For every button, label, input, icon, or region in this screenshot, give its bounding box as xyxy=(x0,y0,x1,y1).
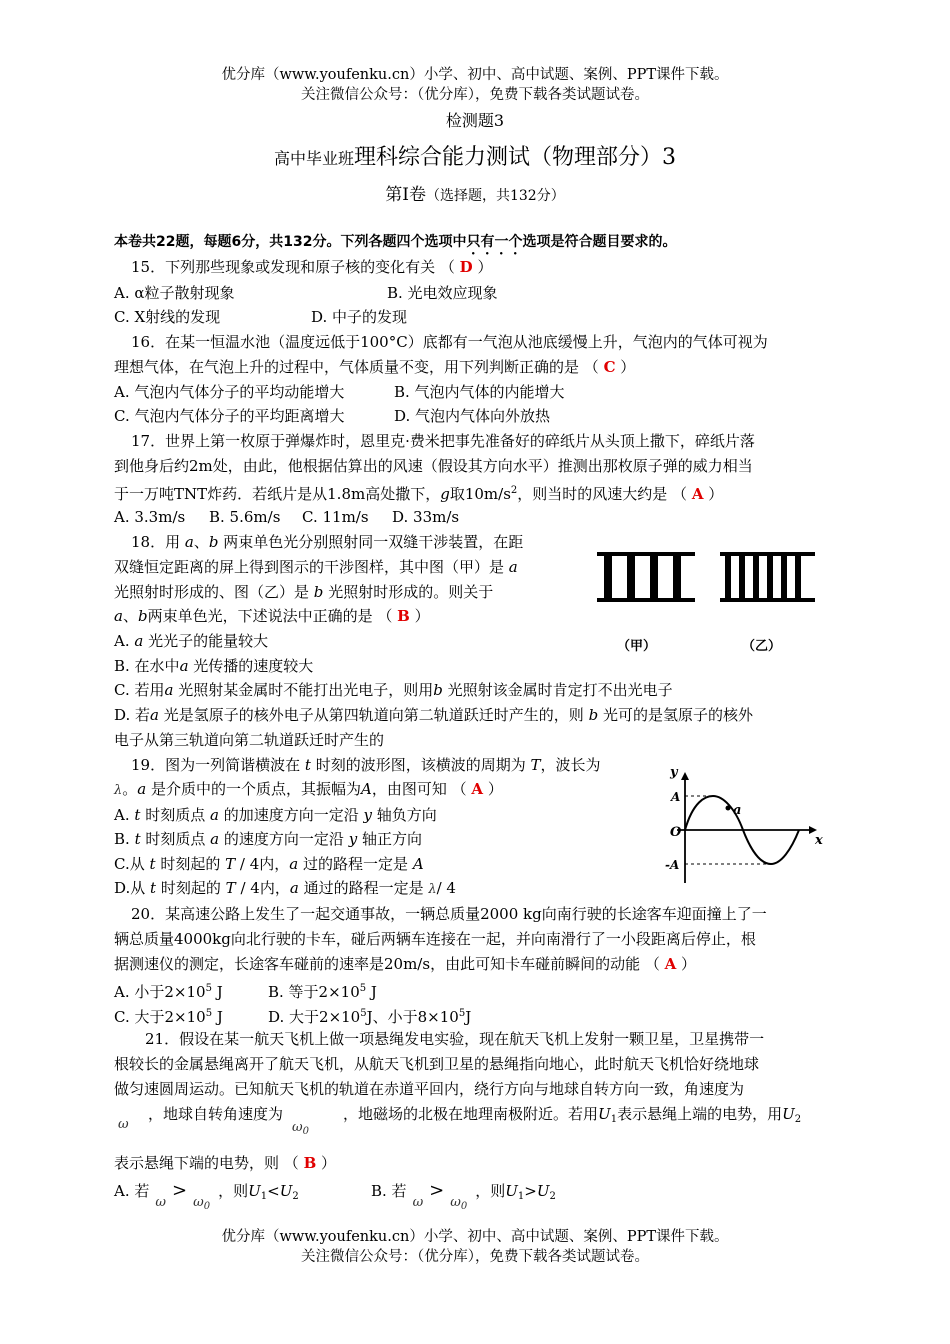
q21-line2: 根较长的金属悬绳离开了航天飞机，从航天飞机到卫星的悬绳指向地心，此时航天飞机恰好绕地球 xyxy=(114,1055,760,1073)
q16-option-c: C. 气泡内气体分子的平均距离增大 xyxy=(114,407,345,425)
q16-answer: C xyxy=(603,358,616,376)
omega-symbol: ω xyxy=(118,1117,129,1132)
q21-line3: 做匀速圆周运动。已知航天飞机的轨道在赤道平回内，绕行方向与地球自转方向一致，角速度为 xyxy=(114,1080,745,1098)
q19-option-b: B. t 时刻质点 a 的速度方向一定沿 y 轴正方向 xyxy=(114,830,422,848)
q15-option-b: B. 光电效应现象 xyxy=(387,284,498,302)
q18-answer: B xyxy=(397,607,410,625)
q16-option-d: D. 气泡内气体向外放热 xyxy=(394,407,551,425)
q16-option-a: A. 气泡内气体分子的平均动能增大 xyxy=(114,383,345,401)
q21-line5: 表示悬绳下端的电势，则 （ B ） xyxy=(114,1154,337,1172)
q16-line2: 理想气体，在气泡上升的过程中，气体质量不变，用下列判断正确的是 （ C ） xyxy=(114,358,636,376)
q15-option-c: C. X射线的发现 xyxy=(114,308,221,326)
fig-label-yi: （乙） xyxy=(742,639,782,654)
q18-option-b: B. 在水中a 光传播的速度较大 xyxy=(114,657,314,675)
q20-line1: 20．某高速公路上发生了一起交通事故，一辆总质量2000 kg向南行驶的长途客车迎面撞上了一 xyxy=(131,905,767,923)
axis-label-origin: O xyxy=(670,825,682,840)
doc-label: 检测题3 xyxy=(445,111,505,130)
title-large: 理科综合能力测试（物理部分）3 xyxy=(354,145,676,170)
q16-line1: 16．在某一恒温水池（温度远低于100°C）底都有一气泡从池底缓慢上升，气泡内的气体可视为 xyxy=(131,333,768,351)
q17-line3: 于一万吨TNT炸药．若纸片是从1.8m高处撒下，g取$10m/s^2$，则当时的风速大约是 （ A ） xyxy=(114,485,724,503)
site-footer-line1: 优分库（www.youfenku.cn）小学、初中、高中试题、案例、PPT课件下载。 xyxy=(221,1229,729,1245)
emphasis-text: 只有一个 xyxy=(466,234,523,250)
q18-line3: 光照射时形成的、图（乙）是 b 光照射时形成的。则关于 xyxy=(114,583,494,601)
omega0-symbol: $\omega_0$ xyxy=(292,1120,309,1137)
q20-answer: A xyxy=(664,955,677,973)
wave-graph xyxy=(665,768,845,888)
point-a-marker xyxy=(726,806,731,811)
axis-label-x: x xyxy=(815,833,823,848)
q19-line1: 19．图为一列简谐横波在 t 时刻的波形图，该横波的周期为 T，波长为 xyxy=(131,756,601,774)
point-a-label: a xyxy=(733,803,742,818)
doc-title xyxy=(0,140,950,171)
section-title: 第Ⅰ卷 xyxy=(385,185,426,205)
q21-option-a: A. 若$\omega>\omega_0$，则$U_1<U_2$ xyxy=(114,1180,299,1212)
q19-answer: A xyxy=(471,780,484,798)
axis-label-y: y xyxy=(670,768,678,780)
q15-answer: D xyxy=(459,258,473,276)
q19-option-a: A. t 时刻质点 a 的加速度方向一定沿 y 轴负方向 xyxy=(114,806,437,824)
q21-answer: B xyxy=(303,1154,317,1172)
q17-option-b: B. 5.6m/s xyxy=(209,508,281,526)
q18-option-a: A. a 光光子的能量较大 xyxy=(114,632,269,650)
q17-answer: A xyxy=(691,485,704,503)
q18-option-d: D. 若a 光是氢原子的核外电子从第四轨道向第二轨道跃迁时产生的，则 b 光可的是氢原子的核外 xyxy=(114,706,753,724)
q17-line1: 17．世界上第一枚原于弹爆炸时，恩里克·费米把事先准备好的碎纸片从头顶上撒下，碎纸片落 xyxy=(131,432,755,450)
q18-option-c: C. 若用a 光照射某金属时不能打出光电子，则用b 光照射该金属时肯定打不出光电子 xyxy=(114,681,673,699)
fig-label-jia: （甲） xyxy=(617,639,657,654)
q15-stem: 15．下列那些现象或发现和原子核的变化有关 （ D ） xyxy=(131,258,493,276)
q19-line2: λ。a 是介质中的一个质点，其振幅为A，由图可知 （ A ） xyxy=(114,780,503,798)
y-axis-arrow xyxy=(681,772,689,780)
q18-line1: 18．用 a、b 两束单色光分别照射同一双缝干涉装置，在距 xyxy=(131,533,524,551)
q21-line4: ，地球自转角速度为 ，地磁场的北极在地理南极附近。若用$U_1$表示悬绳上端的电势，用$U_2$ xyxy=(148,1105,802,1125)
q17-option-a: A. 3.3m/s xyxy=(114,508,186,526)
q20-line3: 据测速仪的测定，长途客车碰前的速率是20m/s，由此可知卡车碰前瞬间的动能 （ A ） xyxy=(114,955,697,973)
q18-option-d-line2: 电子从第三轨道向第二轨道跃迁时产生的 xyxy=(114,731,385,749)
fringe-pattern-yi xyxy=(720,552,815,602)
section-note: （选择题，共132分） xyxy=(425,188,565,204)
q15-option-a: A. α粒子散射现象 xyxy=(114,284,235,302)
q20-line2: 辆总质量4000kg向北行驶的卡车，碰后两辆车连接在一起，并向南滑行了一小段距离后停止，根 xyxy=(114,930,756,948)
fringe-pattern-jia xyxy=(597,552,695,602)
q18-line2: 双缝恒定距离的屏上得到图示的干涉图样，其中图（甲）是 a xyxy=(114,558,518,576)
q18-line4: a、b两束单色光，下述说法中正确的是 （ B ） xyxy=(114,607,430,625)
q20-option-a: A. 小于$2\times 10^5$ J xyxy=(114,983,223,1001)
q16-option-b: B. 气泡内气体的内能增大 xyxy=(394,383,565,401)
site-header-line1: 优分库（www.youfenku.cn）小学、初中、高中试题、案例、PPT课件下载。 xyxy=(221,67,729,83)
q20-option-b: B. 等于$2\times 10^5$ J xyxy=(268,983,377,1001)
site-header-line2: 关注微信公众号：（优分库），免费下载各类试题试卷。 xyxy=(301,87,649,103)
q20-option-c: C. 大于$2\times 10^5$ J xyxy=(114,1008,223,1026)
q21-option-b: B. 若$\omega>\omega_0$，则$U_1>U_2$ xyxy=(371,1180,556,1212)
section-heading xyxy=(0,180,950,205)
interference-figure xyxy=(592,540,842,660)
q17-option-c: C. 11m/s xyxy=(302,508,369,526)
instructions: 本卷共22题，每题6分，共132分。下列各题四个选项中只有一个选项是符合题目要求的。 xyxy=(114,234,677,250)
q20-option-d: D. 大于$2\times 10^5J$、小于$8\times 10^5J$ xyxy=(268,1008,472,1026)
q15-option-d: D. 中子的发现 xyxy=(311,308,408,326)
title-small: 高中毕业班 xyxy=(273,149,354,168)
q19-option-d: D.从 t 时刻起的 T / 4内，a 通过的路程一定是 λ/ 4 xyxy=(114,879,456,897)
q17-option-d: D. 33m/s xyxy=(392,508,460,526)
axis-label-negA: -A xyxy=(665,858,680,872)
q21-line1: 21．假设在某一航天飞机上做一项悬绳发电实验，现在航天飞机上发射一颗卫星，卫星携带一 xyxy=(145,1030,765,1048)
site-footer-line2: 关注微信公众号：（优分库），免费下载各类试题试卷。 xyxy=(301,1249,649,1265)
axis-label-A: A xyxy=(671,790,681,804)
q17-line2: 到他身后约2m处，由此，他根据估算出的风速（假设其方向水平）推测出那枚原子弹的威力相当 xyxy=(114,457,753,475)
q19-option-c: C.从 t 时刻起的 T / 4内，a 过的路程一定是 A xyxy=(114,855,424,873)
